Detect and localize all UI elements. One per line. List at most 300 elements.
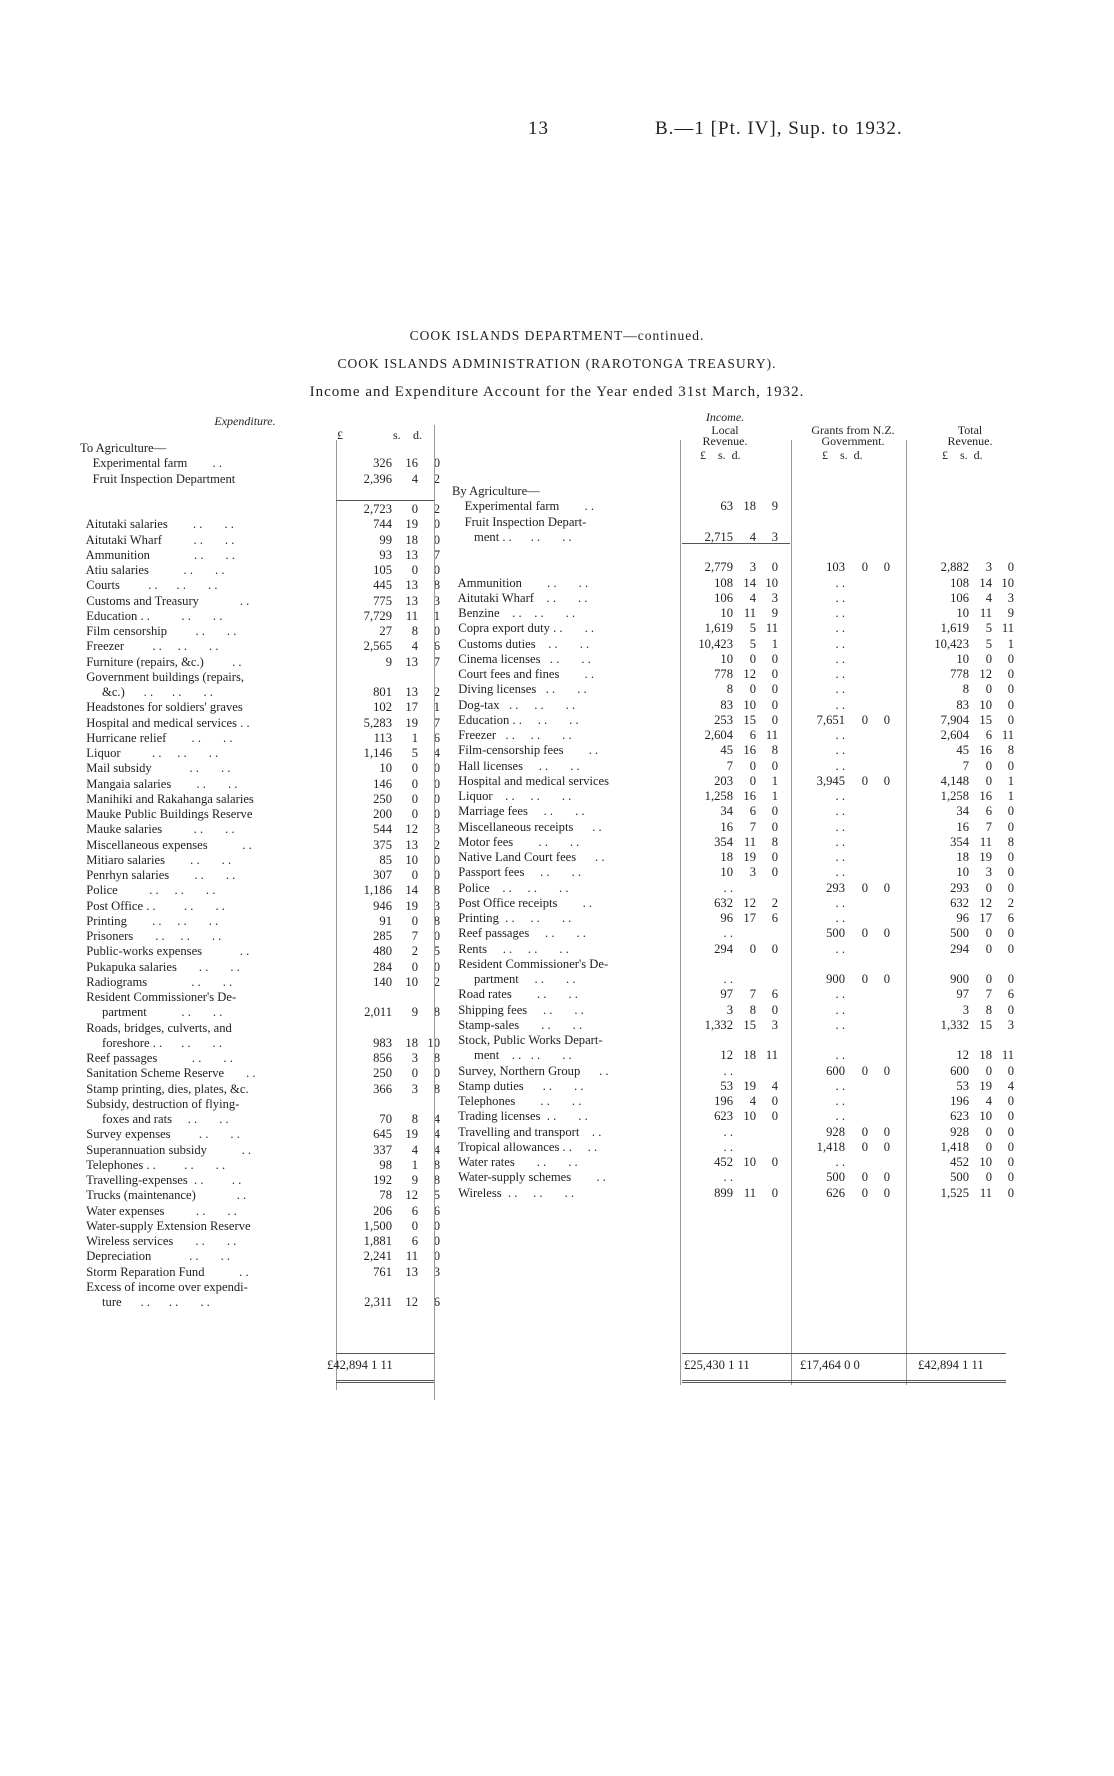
amount-shillings: 11 bbox=[979, 834, 992, 849]
expenditure-row bbox=[80, 1204, 440, 1219]
income-amount-c1 bbox=[688, 789, 778, 804]
amount-pence: 8 bbox=[433, 1157, 440, 1172]
amount-pence: 0 bbox=[433, 624, 440, 638]
amount-pounds: 70 bbox=[379, 1112, 392, 1126]
amount-pounds: 2,882 bbox=[940, 560, 969, 575]
amount-pounds: 366 bbox=[373, 1081, 392, 1096]
expenditure-label: &c.) . . . . . . bbox=[80, 685, 213, 699]
income-total-all: £42,894 1 11 bbox=[918, 1358, 984, 1372]
amount-pounds: . . bbox=[835, 743, 845, 758]
amount-shillings: 10 bbox=[405, 974, 418, 989]
expenditure-row bbox=[80, 1249, 440, 1264]
amount-pounds: 96 bbox=[720, 911, 733, 925]
amount-pounds: 2,311 bbox=[364, 1295, 392, 1309]
income-amount-c3 bbox=[914, 1033, 1014, 1048]
amount-pounds: 12 bbox=[720, 1048, 733, 1063]
amount-pence: 0 bbox=[1007, 712, 1014, 727]
income-units-1: £ s. d. bbox=[700, 448, 741, 462]
expenditure-row bbox=[80, 1112, 440, 1127]
expenditure-label: Headstones for soldiers' graves bbox=[80, 700, 243, 715]
amount-shillings: 10 bbox=[979, 1109, 992, 1124]
amount-pounds: 1,619 bbox=[704, 621, 733, 636]
income-row bbox=[452, 682, 1014, 697]
expenditure-row bbox=[80, 1188, 440, 1203]
amount-pounds: 761 bbox=[373, 1264, 392, 1279]
income-amount-c1 bbox=[688, 652, 778, 667]
amount-pence: 11 bbox=[765, 728, 778, 742]
income-amount-c1 bbox=[688, 682, 778, 697]
amount-shillings: 8 bbox=[411, 624, 418, 638]
amount-pounds: 1,332 bbox=[704, 1017, 733, 1032]
amount-pounds: . . bbox=[835, 865, 845, 880]
amount-pounds: 900 bbox=[826, 972, 845, 986]
income-units-2: £ s. d. bbox=[822, 448, 863, 462]
income-label: Aitutaki Wharf . . . . bbox=[452, 590, 588, 605]
amount-pounds: 98 bbox=[379, 1157, 392, 1172]
amount-pence: 0 bbox=[433, 1234, 440, 1248]
expenditure-row bbox=[80, 1082, 440, 1097]
amount-pounds: . . bbox=[723, 1170, 733, 1185]
expenditure-row bbox=[80, 746, 440, 761]
income-amount-c1 bbox=[688, 1170, 778, 1185]
amount-pounds: 9 bbox=[385, 654, 392, 669]
amount-pounds: . . bbox=[835, 911, 845, 925]
column-rule bbox=[906, 440, 907, 1385]
amount-shillings: 19 bbox=[979, 850, 992, 864]
amount-shillings: 11 bbox=[743, 1185, 756, 1200]
income-label: Road rates . . . . bbox=[452, 987, 578, 1002]
amount-pence: 0 bbox=[883, 712, 890, 727]
amount-pounds: 2,604 bbox=[704, 728, 733, 742]
income-amount-c1 bbox=[688, 1109, 778, 1124]
income-amount-c3 bbox=[914, 545, 1014, 560]
income-amount-c1 bbox=[688, 942, 778, 957]
amount-pounds: 1,525 bbox=[940, 1185, 969, 1200]
income-amount-c3 bbox=[914, 667, 1014, 682]
expenditure-label: partment . . . . bbox=[80, 1005, 223, 1020]
amount-pence: 0 bbox=[771, 941, 778, 956]
amount-shillings: 3 bbox=[749, 865, 756, 880]
income-row bbox=[452, 759, 1014, 774]
column-rule bbox=[434, 425, 435, 1400]
income-label: Copra export duty . . . . bbox=[452, 621, 595, 636]
expenditure-label: Water expenses . . . . bbox=[80, 1203, 237, 1218]
income-amount-c3 bbox=[914, 926, 1014, 941]
amount-pounds: 140 bbox=[373, 974, 392, 989]
expenditure-label: Pukapuka salaries . . . . bbox=[80, 959, 240, 974]
amount-pence: 4 bbox=[433, 1112, 440, 1126]
amount-pounds: 375 bbox=[373, 837, 392, 852]
amount-shillings: 19 bbox=[979, 1078, 992, 1093]
expenditure-label: Film censorship . . . . bbox=[80, 624, 237, 638]
income-label: Diving licenses . . . . bbox=[452, 682, 587, 697]
amount-pounds: 2,779 bbox=[704, 560, 733, 575]
amount-shillings: 8 bbox=[985, 1002, 992, 1017]
amount-pounds: 18 bbox=[956, 850, 969, 864]
income-label: Survey, Northern Group . . bbox=[452, 1063, 609, 1078]
amount-pence: 0 bbox=[1007, 880, 1014, 895]
expenditure-row bbox=[80, 1280, 440, 1295]
amount-pence: 0 bbox=[883, 1139, 890, 1154]
amount-shillings: 15 bbox=[743, 712, 756, 727]
amount-pounds: 452 bbox=[950, 1155, 969, 1169]
income-amount-c1 bbox=[688, 637, 778, 652]
income-amount-c3 bbox=[914, 499, 1014, 514]
amount-pence: 11 bbox=[765, 1048, 778, 1063]
amount-pence: 0 bbox=[771, 819, 778, 834]
amount-pence: 0 bbox=[433, 791, 440, 806]
amount-pence: 0 bbox=[433, 959, 440, 974]
amount-pence: 0 bbox=[1007, 667, 1014, 681]
expenditure-label: Water-supply Extension Reserve bbox=[80, 1218, 251, 1233]
amount-pence: 4 bbox=[1007, 1078, 1014, 1093]
income-row bbox=[452, 698, 1014, 713]
amount-pounds: . . bbox=[723, 1063, 733, 1078]
amount-pence: 2 bbox=[433, 974, 440, 989]
expenditure-label: Stamp printing, dies, plates, &c. bbox=[80, 1081, 249, 1096]
amount-shillings: 11 bbox=[743, 606, 756, 620]
amount-shillings: 0 bbox=[861, 712, 868, 727]
expenditure-label: Miscellaneous expenses . . bbox=[80, 837, 252, 852]
amount-pounds: 7,651 bbox=[816, 712, 845, 727]
amount-pounds: 18 bbox=[720, 850, 733, 864]
expenditure-row bbox=[80, 761, 440, 776]
amount-pence: 0 bbox=[883, 926, 890, 941]
amount-pence: 8 bbox=[433, 913, 440, 928]
income-row bbox=[452, 591, 1014, 606]
amount-pence: 0 bbox=[771, 1185, 778, 1200]
amount-pounds: 500 bbox=[950, 1170, 969, 1185]
amount-shillings: 19 bbox=[405, 715, 418, 730]
income-amount-c1 bbox=[688, 987, 778, 1002]
income-row bbox=[452, 850, 1014, 865]
amount-pounds: . . bbox=[835, 606, 845, 620]
amount-pence: 8 bbox=[433, 1081, 440, 1096]
amount-pounds: . . bbox=[835, 651, 845, 666]
amount-pence: 1 bbox=[1007, 636, 1014, 651]
amount-pence: 9 bbox=[1007, 606, 1014, 620]
income-row bbox=[452, 728, 1014, 743]
income-label: Liquor . . . . . . bbox=[452, 789, 572, 803]
amount-pounds: 97 bbox=[720, 987, 733, 1002]
amount-pence: 0 bbox=[1007, 941, 1014, 956]
expenditure-row bbox=[80, 838, 440, 853]
amount-shillings: 8 bbox=[749, 1002, 756, 1017]
income-amount-c3 bbox=[914, 1125, 1014, 1140]
total-rule bbox=[682, 1353, 1006, 1354]
amount-shillings: 0 bbox=[411, 776, 418, 791]
income-row bbox=[452, 515, 1014, 530]
amount-shillings: 11 bbox=[405, 608, 418, 623]
amount-pounds: 7,729 bbox=[363, 608, 392, 623]
amount-pence: 8 bbox=[771, 834, 778, 849]
income-row bbox=[452, 1109, 1014, 1124]
amount-pounds: 744 bbox=[373, 517, 392, 532]
amount-shillings: 0 bbox=[411, 791, 418, 806]
amount-pounds: 928 bbox=[826, 1124, 845, 1139]
income-col-local-revenue: Local Revenue. bbox=[702, 423, 748, 448]
amount-pounds: . . bbox=[835, 1002, 845, 1017]
income-label: Native Land Court fees . . bbox=[452, 850, 605, 864]
column-rule bbox=[336, 440, 337, 1390]
amount-shillings: 10 bbox=[405, 852, 418, 867]
subtotal-rule bbox=[336, 500, 434, 501]
income-row bbox=[452, 1186, 1014, 1201]
income-label: Stamp-sales . . . . bbox=[452, 1017, 583, 1032]
income-amount-c3 bbox=[914, 759, 1014, 774]
income-label: Film-censorship fees . . bbox=[452, 743, 599, 758]
amount-pounds: 2,011 bbox=[364, 1005, 392, 1020]
expenditure-row bbox=[80, 609, 440, 624]
amount-pounds: 10 bbox=[720, 606, 733, 620]
amount-shillings: 0 bbox=[749, 758, 756, 773]
income-row bbox=[452, 576, 1014, 591]
income-row bbox=[452, 1033, 1014, 1048]
amount-pounds: 253 bbox=[714, 712, 733, 727]
expenditure-row bbox=[80, 670, 440, 685]
amount-pence: 8 bbox=[1007, 834, 1014, 849]
amount-shillings: 6 bbox=[411, 1234, 418, 1248]
expenditure-row bbox=[80, 792, 440, 807]
amount-pounds: 83 bbox=[956, 697, 969, 712]
amount-pence: 0 bbox=[433, 1066, 440, 1081]
amount-pence: 0 bbox=[1007, 1124, 1014, 1139]
amount-shillings: 0 bbox=[411, 959, 418, 974]
income-amount-c2 bbox=[794, 759, 890, 774]
expenditure-row bbox=[80, 731, 440, 746]
expenditure-row bbox=[80, 944, 440, 959]
amount-shillings: 0 bbox=[985, 926, 992, 941]
amount-shillings: 13 bbox=[405, 593, 418, 608]
amount-pence: 8 bbox=[433, 883, 440, 898]
amount-shillings: 13 bbox=[405, 685, 418, 699]
income-amount-c1 bbox=[688, 1033, 778, 1048]
amount-pounds: . . bbox=[723, 972, 733, 986]
expenditure-row bbox=[80, 563, 440, 578]
income-amount-c2 bbox=[794, 942, 890, 957]
amount-pounds: 645 bbox=[373, 1127, 392, 1142]
expenditure-row bbox=[80, 441, 440, 456]
amount-pounds: 1,146 bbox=[363, 746, 392, 760]
amount-pence: 8 bbox=[433, 578, 440, 593]
amount-pence: 2 bbox=[771, 895, 778, 910]
amount-pounds: 250 bbox=[373, 1066, 392, 1081]
income-amount-c2 bbox=[794, 484, 890, 499]
amount-pence: 6 bbox=[433, 1295, 440, 1309]
amount-pence: 0 bbox=[1007, 1139, 1014, 1154]
income-amount-c1 bbox=[688, 911, 778, 926]
expenditure-row bbox=[80, 1127, 440, 1142]
exp-unit-pence: d. bbox=[413, 428, 422, 442]
income-amount-c3 bbox=[914, 713, 1014, 728]
amount-pounds: . . bbox=[835, 1078, 845, 1093]
expenditure-label: Prisoners . . . . . . bbox=[80, 929, 222, 943]
amount-pounds: 983 bbox=[373, 1035, 392, 1050]
expenditure-row bbox=[80, 1143, 440, 1158]
income-amount-c1 bbox=[688, 576, 778, 591]
amount-shillings: 3 bbox=[985, 865, 992, 880]
expenditure-row bbox=[80, 1219, 440, 1234]
expenditure-row bbox=[80, 1097, 440, 1112]
amount-shillings: 18 bbox=[405, 532, 418, 547]
amount-pence: 0 bbox=[433, 852, 440, 867]
amount-pounds: 500 bbox=[826, 1170, 845, 1185]
amount-shillings: 16 bbox=[979, 743, 992, 758]
page-number: 13 bbox=[528, 118, 549, 139]
amount-pounds: 103 bbox=[826, 560, 845, 575]
amount-shillings: 4 bbox=[985, 590, 992, 605]
amount-pounds: 12 bbox=[956, 1048, 969, 1063]
income-amount-c3 bbox=[914, 698, 1014, 713]
income-amount-c3 bbox=[914, 972, 1014, 987]
income-amount-c2 bbox=[794, 774, 890, 789]
amount-pence: 0 bbox=[1007, 1063, 1014, 1078]
income-label: Travelling and transport . . bbox=[452, 1124, 602, 1139]
income-amount-c1 bbox=[688, 896, 778, 911]
amount-pounds: 452 bbox=[714, 1155, 733, 1169]
amount-pounds: 196 bbox=[714, 1094, 733, 1108]
amount-pence: 10 bbox=[427, 1035, 440, 1050]
amount-shillings: 0 bbox=[411, 761, 418, 776]
income-amount-c3 bbox=[914, 591, 1014, 606]
amount-shillings: 0 bbox=[749, 651, 756, 666]
income-amount-c1 bbox=[688, 1094, 778, 1109]
amount-pence: 0 bbox=[883, 1124, 890, 1139]
amount-pounds: 623 bbox=[950, 1109, 969, 1124]
income-amount-c2 bbox=[794, 1140, 890, 1155]
income-amount-c2 bbox=[794, 682, 890, 697]
expenditure-label: Resident Commissioner's De- bbox=[80, 990, 237, 1004]
income-amount-c1 bbox=[688, 560, 778, 575]
income-label: Ammunition . . . . bbox=[452, 575, 589, 590]
amount-pounds: 600 bbox=[950, 1063, 969, 1078]
amount-pence: 0 bbox=[771, 697, 778, 712]
income-label: Marriage fees . . . . bbox=[452, 804, 585, 819]
amount-pounds: 105 bbox=[373, 563, 392, 577]
amount-pounds: . . bbox=[835, 987, 845, 1002]
amount-pence: 0 bbox=[1007, 1094, 1014, 1108]
expenditure-label: foxes and rats . . . . bbox=[80, 1112, 229, 1126]
amount-pence: 8 bbox=[1007, 743, 1014, 758]
amount-pounds: 83 bbox=[720, 697, 733, 712]
amount-pounds: 2,715 bbox=[704, 529, 733, 544]
income-amount-c2 bbox=[794, 1003, 890, 1018]
amount-shillings: 8 bbox=[411, 1112, 418, 1126]
amount-shillings: 5 bbox=[411, 746, 418, 760]
amount-pounds: 10,423 bbox=[934, 636, 969, 651]
income-row bbox=[452, 652, 1014, 667]
amount-shillings: 5 bbox=[749, 621, 756, 636]
income-amount-c3 bbox=[914, 942, 1014, 957]
amount-shillings: 4 bbox=[985, 1094, 992, 1108]
income-label: Education . . . . . . bbox=[452, 712, 579, 727]
amount-shillings: 4 bbox=[749, 529, 756, 544]
amount-shillings: 0 bbox=[411, 913, 418, 928]
amount-shillings: 0 bbox=[861, 880, 868, 895]
income-label: Water rates . . . . bbox=[452, 1155, 578, 1169]
income-amount-c2 bbox=[794, 713, 890, 728]
amount-pounds: . . bbox=[835, 1109, 845, 1124]
amount-pounds: 899 bbox=[714, 1185, 733, 1200]
income-amount-c1 bbox=[688, 759, 778, 774]
income-amount-c2 bbox=[794, 1064, 890, 1079]
income-row bbox=[452, 606, 1014, 621]
amount-pounds: 45 bbox=[720, 743, 733, 758]
amount-shillings: 7 bbox=[749, 819, 756, 834]
amount-pounds: 294 bbox=[714, 941, 733, 956]
amount-pence: 0 bbox=[771, 1155, 778, 1169]
income-amount-c2 bbox=[794, 606, 890, 621]
department-title: COOK ISLANDS DEPARTMENT—continued. bbox=[409, 328, 705, 343]
column-rule bbox=[791, 440, 792, 1385]
amount-pence: 1 bbox=[1007, 773, 1014, 788]
column-rule bbox=[680, 440, 681, 1385]
expenditure-row bbox=[80, 1005, 440, 1020]
expenditure-row bbox=[80, 594, 440, 609]
amount-pounds: 4,148 bbox=[940, 773, 969, 788]
expenditure-label: Reef passages . . . . bbox=[80, 1051, 233, 1065]
income-amount-c1 bbox=[688, 698, 778, 713]
expenditure-row bbox=[80, 1051, 440, 1066]
income-row bbox=[452, 774, 1014, 789]
income-amount-c3 bbox=[914, 743, 1014, 758]
expenditure-row bbox=[80, 960, 440, 975]
amount-shillings: 3 bbox=[411, 1051, 418, 1065]
income-amount-c2 bbox=[794, 499, 890, 514]
expenditure-row bbox=[80, 685, 440, 700]
amount-shillings: 10 bbox=[743, 1109, 756, 1124]
amount-shillings: 0 bbox=[985, 1124, 992, 1139]
amount-pence: 3 bbox=[1007, 1017, 1014, 1032]
income-amount-c2 bbox=[794, 576, 890, 591]
amount-shillings: 5 bbox=[749, 636, 756, 651]
amount-pounds: 632 bbox=[714, 895, 733, 910]
amount-shillings: 13 bbox=[405, 1264, 418, 1279]
expenditure-label: Ammunition . . . . bbox=[80, 547, 235, 562]
amount-shillings: 3 bbox=[985, 560, 992, 575]
income-label: Resident Commissioner's De- bbox=[452, 956, 609, 971]
amount-pounds: 632 bbox=[950, 895, 969, 910]
amount-pence: 0 bbox=[433, 929, 440, 943]
amount-pence: 0 bbox=[433, 776, 440, 791]
expenditure-label: Hospital and medical services . . bbox=[80, 715, 250, 730]
amount-shillings: 0 bbox=[985, 1139, 992, 1154]
income-amount-c1 bbox=[688, 804, 778, 819]
amount-pounds: 500 bbox=[826, 926, 845, 941]
amount-pence: 0 bbox=[771, 667, 778, 681]
income-label: Court fees and fines . . bbox=[452, 667, 594, 681]
income-amount-c3 bbox=[914, 484, 1014, 499]
amount-pence: 3 bbox=[433, 593, 440, 608]
amount-shillings: 19 bbox=[405, 1127, 418, 1142]
amount-pence: 0 bbox=[1007, 819, 1014, 834]
expenditure-row bbox=[80, 853, 440, 868]
amount-pounds: 97 bbox=[956, 987, 969, 1002]
income-amount-c3 bbox=[914, 835, 1014, 850]
expenditure-row bbox=[80, 914, 440, 929]
amount-shillings: 17 bbox=[743, 911, 756, 925]
expenditure-label: Roads, bridges, culverts, and bbox=[80, 1020, 232, 1035]
income-row bbox=[452, 1003, 1014, 1018]
amount-pounds: 775 bbox=[373, 593, 392, 608]
amount-pounds: 1,500 bbox=[363, 1218, 392, 1233]
amount-shillings: 13 bbox=[405, 578, 418, 593]
amount-pounds: 2,565 bbox=[363, 639, 392, 654]
income-label: Telephones . . . . bbox=[452, 1094, 582, 1108]
amount-pounds: 778 bbox=[950, 667, 969, 681]
amount-pence: 0 bbox=[1007, 926, 1014, 941]
amount-shillings: 6 bbox=[749, 804, 756, 819]
